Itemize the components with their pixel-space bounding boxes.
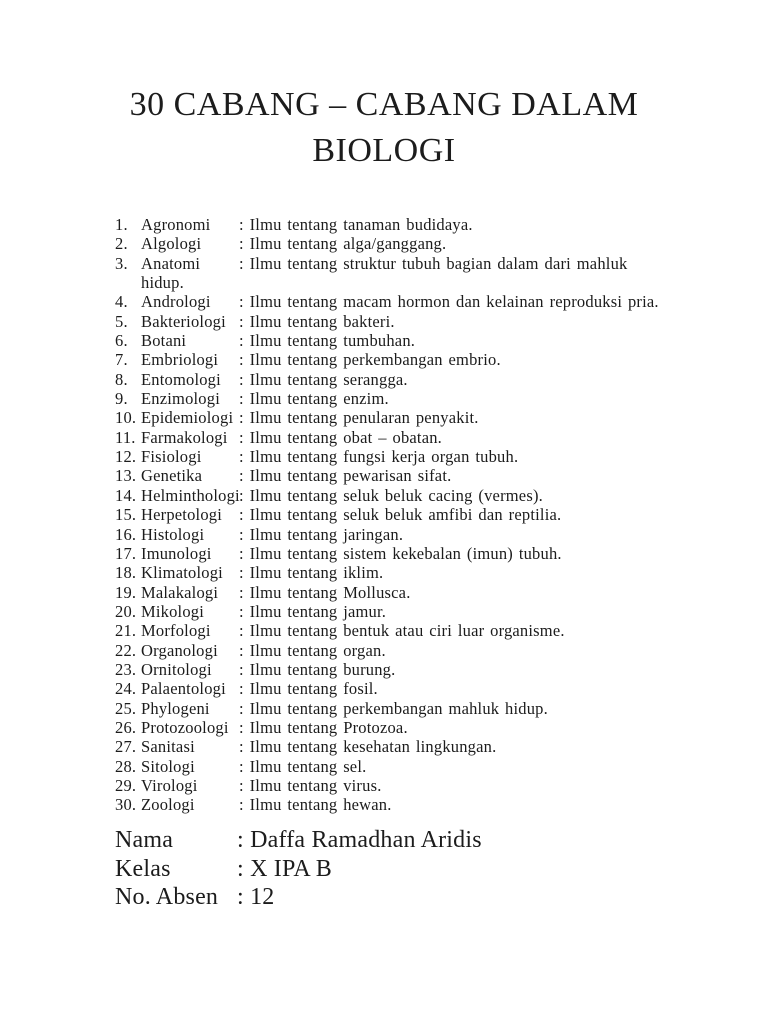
item-number: 20. [115,601,137,621]
list-item [115,757,728,776]
item-number: 2. [115,234,128,254]
item-desc: : Ilmu tentang obat – obatan. [239,427,443,447]
item-term: Genetika [141,466,203,486]
item-term: Mikologi [141,601,205,621]
item-desc: : Ilmu tentang alga/ganggang. [239,234,447,254]
list-item [115,776,728,795]
item-number: 22. [115,640,137,660]
item-desc: : Ilmu tentang bakteri. [239,311,395,331]
item-desc: : Ilmu tentang pewarisan sifat. [239,466,452,486]
list-item [115,563,728,582]
item-number: 9. [115,389,128,409]
item-desc: : Ilmu tentang organ. [239,640,386,660]
item-number: 5. [115,311,128,331]
item-desc: : Ilmu tentang fosil. [239,679,378,699]
item-desc: : Ilmu tentang jamur. [239,601,387,621]
item-desc: : Ilmu tentang Protozoa. [239,717,408,737]
list-item [115,234,728,253]
list-item [115,718,728,737]
item-desc: : Ilmu tentang iklim. [239,563,384,583]
item-number: 8. [115,369,128,389]
item-number: 24. [115,679,137,699]
item-number-spacer [115,273,141,292]
item-number: 10. [115,408,137,428]
item-term: Palaentologi [141,679,226,699]
item-desc: : Ilmu tentang penularan penyakit. [239,408,479,428]
item-term: Entomologi [141,369,221,389]
item-term: Helminthologi [141,485,240,505]
list-item [115,254,728,273]
list-item [115,660,728,679]
item-term: Fisiologi [141,447,202,467]
item-desc: : Ilmu tentang perkembangan mahluk hidup. [239,698,548,718]
item-term: Epidemiologi [141,408,234,428]
item-term: Bakteriologi [141,311,226,331]
student-info-label: No. Absen [115,884,219,910]
item-term: Phylogeni [141,698,210,718]
list-item [115,525,728,544]
student-info-value: : Daffa Ramadhan Aridis [237,827,482,853]
item-desc: : Ilmu tentang struktur tubuh bagian dalam dari mahluk [239,253,628,273]
item-number: 4. [115,292,128,312]
page-title [0,82,768,174]
item-number: 29. [115,775,137,795]
list-item [115,408,728,427]
list-item-continuation [115,273,728,292]
item-number: 14. [115,485,137,505]
item-number: 18. [115,563,137,583]
student-info-row [115,826,728,855]
item-term: Sitologi [141,756,195,776]
student-info-row [115,883,728,912]
item-desc: : Ilmu tentang sistem kekebalan (imun) tubuh. [239,543,562,563]
item-desc: : Ilmu tentang hewan. [239,795,392,815]
list-item [115,331,728,350]
item-term: Enzimologi [141,389,220,409]
item-term: Anatomi [141,253,201,273]
list-item [115,795,728,814]
item-number: 16. [115,524,137,544]
item-desc: : Ilmu tentang seluk beluk cacing (vermes). [239,485,543,505]
page-title-line2: BIOLOGI [312,132,456,169]
item-number: 26. [115,717,137,737]
item-term: Histologi [141,524,205,544]
item-number: 25. [115,698,137,718]
list-item [115,389,728,408]
list-item [115,486,728,505]
item-term: Protozoologi [141,717,229,737]
item-desc: : Ilmu tentang seluk beluk amfibi dan reptilia. [239,505,562,525]
item-number: 19. [115,582,137,602]
item-term: Agronomi [141,215,211,234]
student-info-row [115,855,728,884]
biology-branches-list [115,215,728,815]
list-item [115,312,728,331]
student-info-value: : 12 [237,884,275,910]
item-number: 6. [115,331,128,351]
item-desc-continuation: hidup. [141,273,184,293]
item-number: 30. [115,795,137,815]
student-info-label: Kelas [115,855,171,882]
item-term: Ornitologi [141,659,212,679]
item-desc: : Ilmu tentang serangga. [239,369,408,389]
item-term: Embriologi [141,350,219,370]
item-desc: : Ilmu tentang enzim. [239,389,389,409]
item-term: Sanitasi [141,737,195,757]
item-desc: : Ilmu tentang virus. [239,775,382,795]
item-desc: : Ilmu tentang jaringan. [239,524,404,544]
item-term: Andrologi [141,292,211,312]
item-desc: : Ilmu tentang tanaman budidaya. [239,215,473,234]
item-term: Organologi [141,640,218,660]
item-number: 17. [115,543,137,563]
item-desc: : Ilmu tentang fungsi kerja organ tubuh. [239,447,519,467]
student-info [115,826,728,912]
item-desc: : Ilmu tentang tumbuhan. [239,331,416,351]
item-term: Malakalogi [141,582,219,602]
list-item [115,292,728,311]
item-number: 12. [115,447,137,467]
page-title-line1: 30 CABANG – CABANG DALAM [129,86,639,123]
item-number: 15. [115,505,137,525]
student-info-value: : X IPA B [237,855,332,882]
item-number: 28. [115,756,137,776]
item-term: Zoologi [141,795,195,815]
item-number: 13. [115,466,137,486]
item-number: 27. [115,737,137,757]
list-item [115,428,728,447]
item-term: Imunologi [141,543,212,563]
list-item [115,370,728,389]
item-term: Farmakologi [141,427,228,447]
item-term: Herpetologi [141,505,223,525]
item-desc: : Ilmu tentang macam hormon dan kelainan reproduksi pria. [239,292,659,312]
item-term: Virologi [141,775,198,795]
list-item [115,583,728,602]
list-item [115,447,728,466]
item-desc: : Ilmu tentang perkembangan embrio. [239,350,501,370]
list-item [115,215,728,234]
student-info-label: Nama [115,827,174,853]
item-desc: : Ilmu tentang sel. [239,756,367,776]
item-term: Botani [141,331,187,351]
list-item [115,602,728,621]
list-item [115,641,728,660]
item-number: 21. [115,621,137,641]
list-item [115,737,728,756]
item-number: 3. [115,253,128,273]
item-number: 23. [115,659,137,679]
item-desc: : Ilmu tentang burung. [239,659,396,679]
item-desc: : Ilmu tentang bentuk atau ciri luar organisme. [239,621,565,641]
list-item [115,350,728,369]
list-item [115,466,728,485]
item-term: Klimatologi [141,563,223,583]
item-desc: : Ilmu tentang kesehatan lingkungan. [239,737,497,757]
item-desc: : Ilmu tentang Mollusca. [239,582,411,602]
list-item [115,505,728,524]
item-term: Morfologi [141,621,211,641]
list-item [115,679,728,698]
item-number: 1. [115,215,128,234]
item-number: 7. [115,350,128,370]
list-item [115,699,728,718]
item-term: Algologi [141,234,202,254]
list-item [115,621,728,640]
item-number: 11. [115,427,136,447]
list-item [115,544,728,563]
